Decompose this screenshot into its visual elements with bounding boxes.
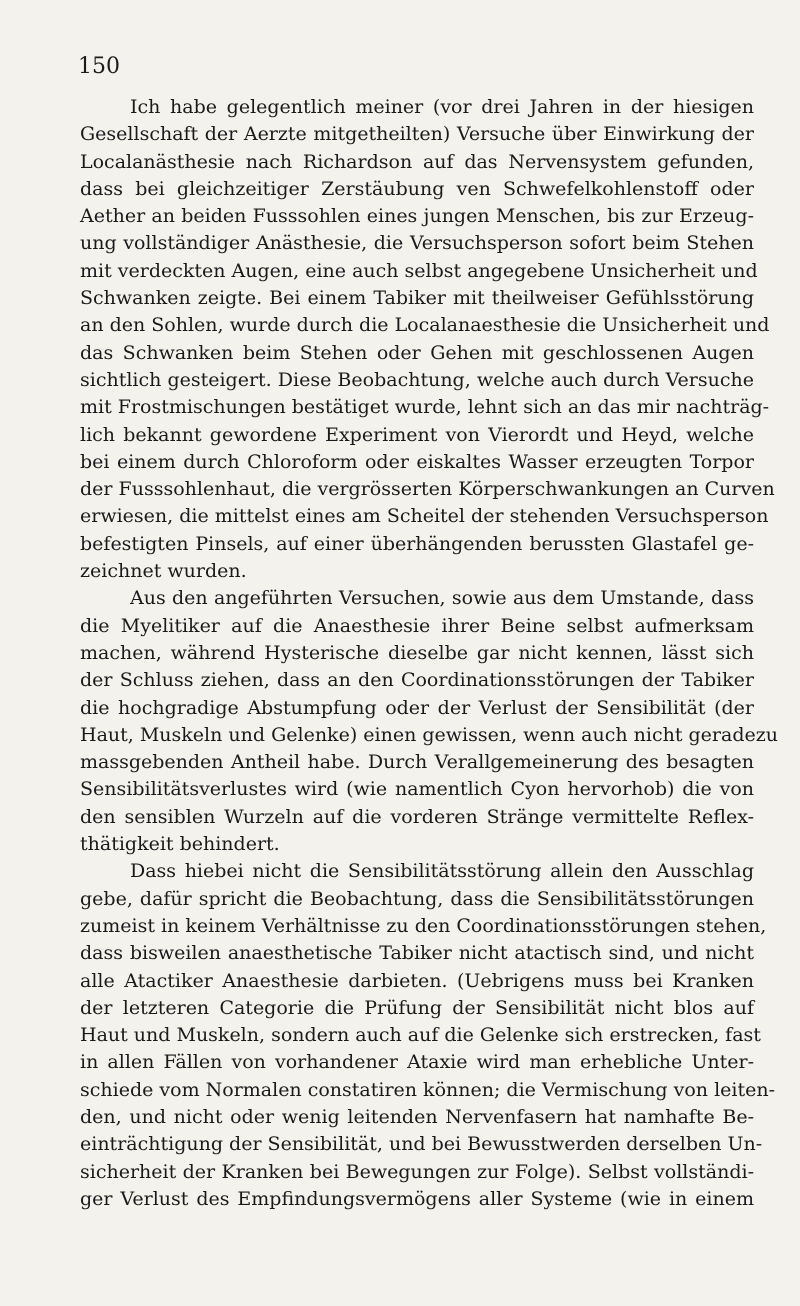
text-line: in allen Fällen von vorhandener Ataxie wird man erhebliche Unter- (80, 1051, 754, 1074)
text-line: ger Verlust des Empfindungsvermögens aller Systeme (wie in einem (80, 1187, 754, 1210)
text-line: Ich habe gelegentlich meiner (vor drei Jahren in der hiesigen (130, 96, 754, 118)
text-line: sicherheit der Kranken bei Bewegungen zur Folge). Selbst vollständi- (80, 1160, 754, 1183)
text-line: massgebenden Antheil habe. Durch Verallgemeinerung des besagten (80, 751, 754, 774)
text-line: Localanästhesie nach Richardson auf das Nervensystem gefunden, (80, 150, 754, 173)
text-line: das Schwanken beim Stehen oder Gehen mit geschlossenen Augen (80, 341, 754, 364)
text-line: Aus den angeführten Versuchen, sowie aus dem Umstande, dass (130, 587, 754, 610)
text-line: Haut und Muskeln, sondern auch auf die Gelenke sich erstrecken, fast (80, 1024, 761, 1047)
text-line: der letzteren Categorie die Prüfung der Sensibilität nicht blos auf (80, 996, 754, 1019)
text-line: Haut, Muskeln und Gelenke) einen gewissen, wenn auch nicht geradezu (80, 723, 778, 746)
text-line: lich bekannt gewordene Experiment von Vierordt und Heyd, welche (80, 423, 754, 446)
text-line: der Schluss ziehen, dass an den Coordinationsstörungen der Tabiker (80, 669, 754, 692)
text-line: Gesellschaft der Aerzte mitgetheilten) Versuche über Einwirkung der (80, 123, 754, 146)
text-line: sichtlich gesteigert. Diese Beobachtung, welche auch durch Versuche (80, 368, 754, 391)
text-line: zumeist in keinem Verhältnisse zu den Coordinationsstörungen stehen, (80, 914, 767, 937)
text-line: alle Atactiker Anaesthesie darbieten. (Uebrigens muss bei Kranken (80, 969, 754, 992)
text-line: den, und nicht oder wenig leitenden Nervenfasern hat namhafte Be- (80, 1105, 754, 1128)
text-line: Schwanken zeigte. Bei einem Tabiker mit theilweiser Gefühlsstörung (80, 287, 754, 310)
text-line: an den Sohlen, wurde durch die Localanaesthesie die Unsicherheit und (80, 314, 770, 337)
text-line: der Fusssohlenhaut, die vergrösserten Körperschwankungen an Curven (80, 478, 775, 501)
text-line: schiede vom Normalen constatiren können; die Vermischung von leiten- (80, 1078, 776, 1101)
text-line: die hochgradige Abstumpfung oder der Verlust der Sensibilität (der (80, 696, 754, 719)
text-line: mit verdeckten Augen, eine auch selbst angegebene Unsicherheit und (80, 259, 758, 282)
text-line: thätigkeit behindert. (80, 833, 280, 856)
text-line: Sensibilitätsverlustes wird (wie namentlich Cyon hervorhob) die von (80, 778, 754, 801)
text-line: ung vollständiger Anästhesie, die Versuchsperson sofort beim Stehen (80, 232, 754, 255)
text-line: zeichnet wurden. (80, 560, 247, 583)
text-line: Dass hiebei nicht die Sensibilitätsstörung allein den Ausschlag (130, 860, 754, 883)
text-line: einträchtigung der Sensibilität, und bei Bewusstwerden derselben Un- (80, 1133, 763, 1156)
text-line: mit Frostmischungen bestätiget wurde, lehnt sich an das mir nachträg- (80, 396, 770, 419)
text-line: befestigten Pinsels, auf einer überhängenden berussten Glastafel ge- (80, 532, 754, 555)
text-line: erwiesen, die mittelst eines am Scheitel der stehenden Versuchsperson (80, 505, 769, 528)
body-text (80, 94, 778, 1213)
text-line: machen, während Hysterische dieselbe gar nicht kennen, lässt sich (80, 641, 754, 664)
text-line: dass bisweilen anaesthetische Tabiker nicht atactisch sind, und nicht (80, 942, 754, 965)
text-line: die Myelitiker auf die Anaesthesie ihrer Beine selbst aufmerksam (80, 614, 754, 637)
page-number: 150 (78, 54, 120, 79)
text-line: gebe, dafür spricht die Beobachtung, dass die Sensibilitätsstörungen (80, 887, 754, 910)
text-line: Aether an beiden Fusssohlen eines jungen Menschen, bis zur Erzeug- (80, 205, 754, 228)
text-line: bei einem durch Chloroform oder eiskaltes Wasser erzeugten Torpor (80, 450, 754, 473)
text-line: den sensiblen Wurzeln auf die vorderen Stränge vermittelte Reflex- (80, 805, 754, 828)
text-line: dass bei gleichzeitiger Zerstäubung ven Schwefelkohlenstoff oder (80, 177, 754, 200)
